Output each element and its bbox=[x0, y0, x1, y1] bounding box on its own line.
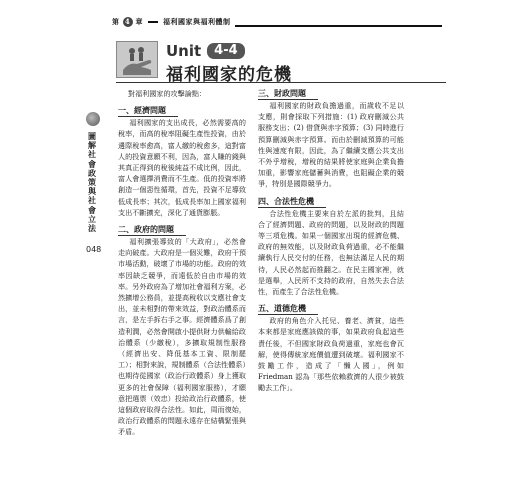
section-heading-government: 二、政府的問題 bbox=[118, 224, 186, 236]
section-body-legitimacy: 合法性危機主要來自於左派的批判，且結合了經濟問題、政府的問題，以及財政的問題等三項危機。如果一個國家出現的經濟危機、政府的無效能，以及財政負荷過重，必不能繼續執行人民交付的任務，也無法滿足人民的期待，人民必然起而推翻之。在民主國家裡，就是選舉，人民所不支持的政府，自然失去合法性，而產生了合法性危機。 bbox=[258, 208, 404, 297]
left-column bbox=[118, 88, 246, 438]
title-rule bbox=[116, 82, 446, 83]
section-heading-fiscal: 三、財政問題 bbox=[258, 88, 318, 100]
section-body-moral: 政府的角色介入托兒、養老、濟貧，這些本來都是家庭應該做的事，如果政府負起這些責任後，不但國家財政負荷過重，家庭也會瓦解，使得傳統家庭價值遭到破壞。福利國家不鼓勵工作，造成了「懶人國」，例如 Friedman 認為「那些依賴救濟的人很少被鼓勵去工作」。 bbox=[258, 316, 404, 393]
side-vertical-title: 圖解社會政策與社會立法 bbox=[88, 132, 96, 234]
header-text bbox=[112, 17, 235, 27]
unit-number: 4-4 bbox=[207, 43, 245, 59]
globe-icon bbox=[86, 112, 100, 126]
section-heading-legitimacy: 四、合法性危機 bbox=[258, 196, 326, 208]
section-body-economic: 福利國家的支出成長，必然需要高的稅率，而高的稅率阻礙生產性投資，由於邊際稅率愈高，富人繳的稅愈多，這對富人的投資意願不利，因為，富人賺的錢與其真正得到的稅後純益不成比例，因此，富人會選擇消費而不生產。低的投資率將創造一個惡性循環，首先，投資不足導致低成長率；其次，低成長率加上國家福利支出不斷擴充，深化了通貨膨脹。 bbox=[118, 118, 246, 217]
intro-text: 對福利國家的攻擊論點： bbox=[128, 89, 207, 98]
page-title: 福利國家的危機 bbox=[166, 65, 292, 85]
running-header bbox=[112, 16, 442, 30]
section-heading-moral: 五、道德危機 bbox=[258, 303, 318, 315]
right-column bbox=[258, 88, 404, 394]
section-body-government: 福利擴張導致的「大政府」，必然會走向破產。大政府是一個災難，政府干預市場活動，破壞了市場的功能。政府的效率因缺乏競爭，而遠低於自由市場的效率。另外政府為了增加社會福利方案，必然擴增公務員，並提高稅收以支應社會支出，並未相對的帶來效益，對政治體系而言，是左手拆右手之事。經濟體系爲了創造利潤，必然會開啟小提供財力供輸給政治體系（少繳稅），多擴取規制性服務（經濟出安、降低基本工資、限制罷工）；相對來說，規制體系（合法性體系）也期待從國家（政治行政體系）身上獲取更多的社會保障（福利國家服務），才願意把選票（效忠）投給政治行政體系，使這個政府取得合法性。如此，周而復始，政治行政體系的問題永遠存在結構緊張與矛盾。 bbox=[118, 237, 246, 437]
header-separator bbox=[148, 21, 158, 23]
chapter-number: 4 bbox=[123, 17, 133, 27]
section-body-fiscal: 福利國家的財政負擔過重，而歲收不足以支應，則會採取下列措施：(1) 政府刪減公共服務支出；(2) 借貸與赤字預算；(3) 同時進行預算刪減與赤字預算。而由於刪減預算的可能性與速度有限，因此，為了繼續支應公共支出不外乎增稅，增稅的結果將使家庭與企業負擔加重，影響家庭儲蓄與消費，也阻礙企業的競爭，特別是國際競爭力。 bbox=[258, 101, 404, 189]
chapter-suffix: 章 bbox=[135, 17, 143, 26]
chapter-title: 福利國家與福利體制 bbox=[163, 17, 231, 26]
section-heading-economic: 一、經濟問題 bbox=[118, 105, 178, 117]
unit-word: Unit bbox=[166, 42, 202, 60]
chapter-prefix: 第 bbox=[112, 17, 120, 26]
page-number: 048 bbox=[86, 245, 102, 254]
unit-label bbox=[166, 42, 245, 60]
hand-with-figures-icon bbox=[116, 41, 158, 78]
